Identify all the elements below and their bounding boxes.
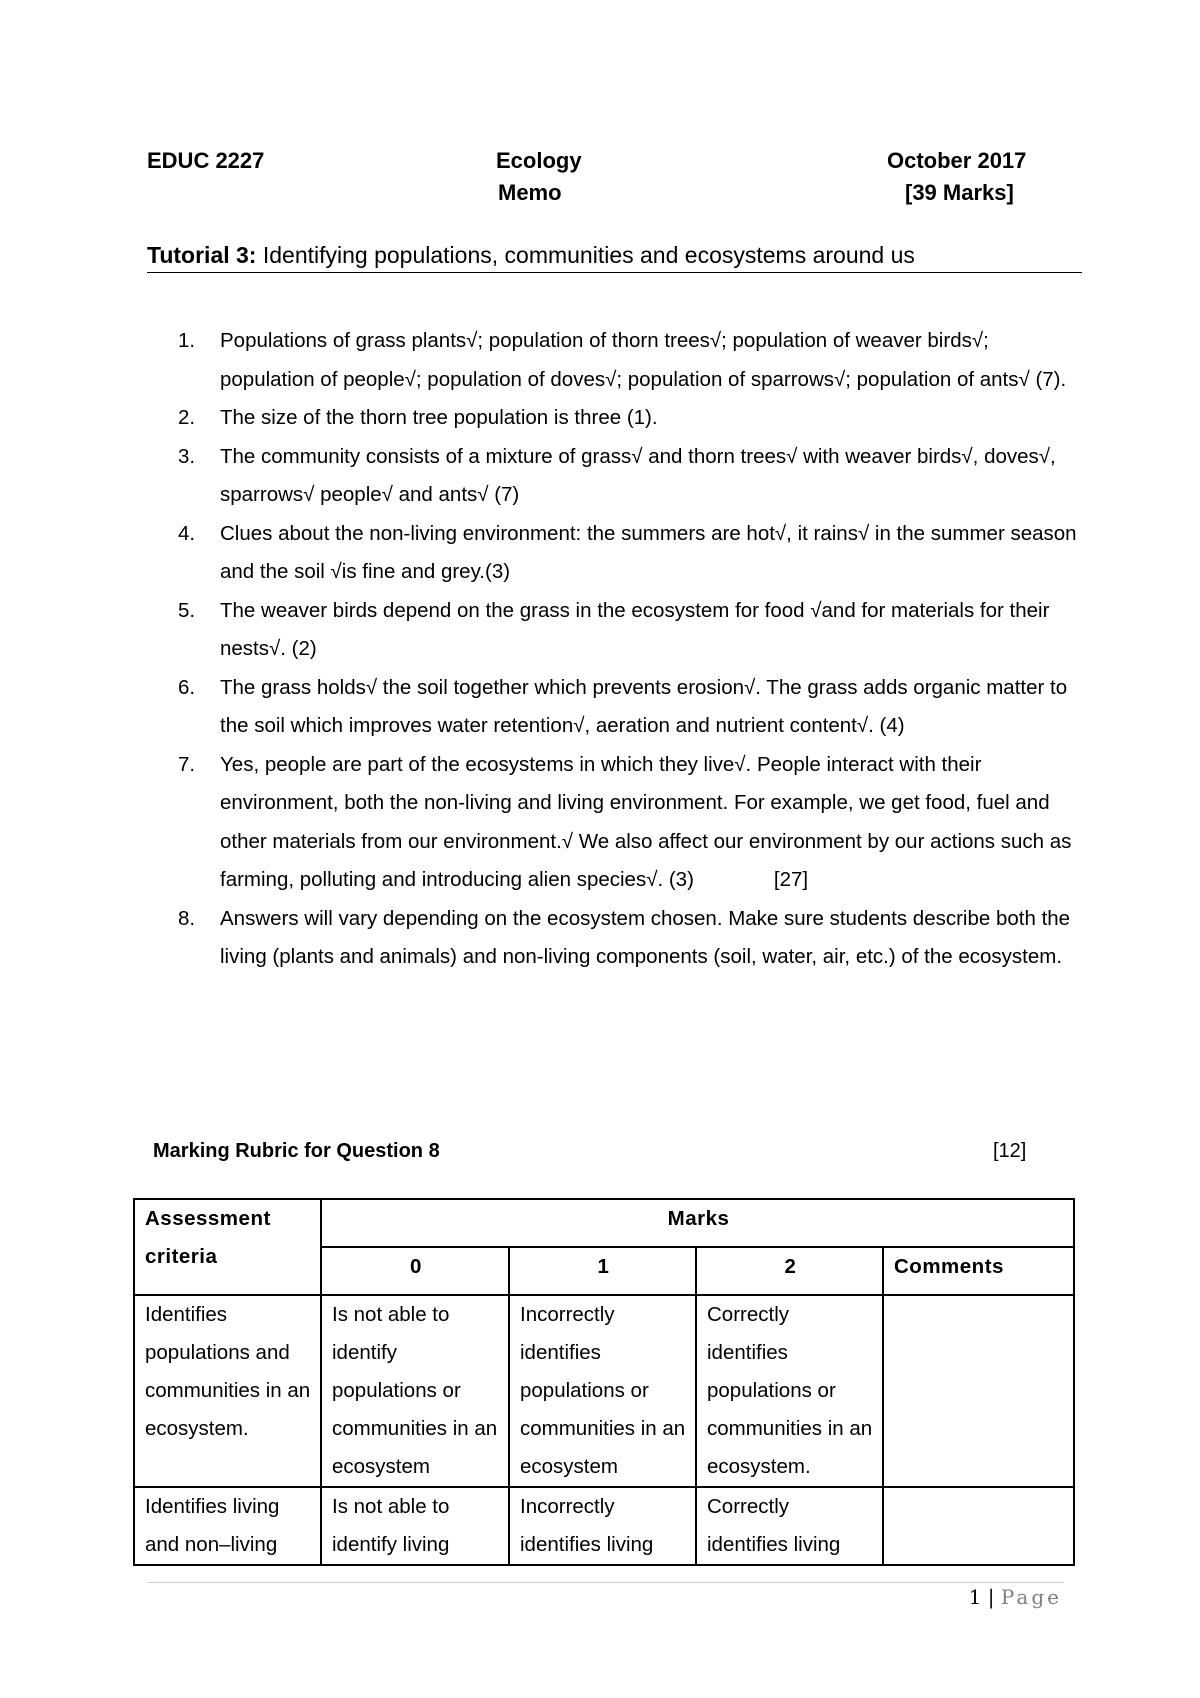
rubric-table <box>133 1198 1075 1566</box>
answer-item <box>178 399 1078 438</box>
mark-2-cell: Correctly identifies living <box>696 1487 883 1565</box>
answer-number: 4. <box>178 521 196 545</box>
answer-text: Answers will vary depending on the ecosystem chosen. Make sure students describe both the living (plants and animals) and non-living components (soil, water, air, etc.) of the ecosystem. <box>220 906 1071 968</box>
answer-number: 3. <box>178 444 196 468</box>
page-footer <box>969 1585 1062 1609</box>
page-number: 1 <box>968 1585 982 1609</box>
answer-text: Populations of grass plants√; population of thorn trees√; population of weaver birds√; population of people√; population of doves√; population of sparrows√; population of ants√ (7). <box>220 329 1067 391</box>
comments-cell <box>883 1295 1074 1487</box>
answer-item <box>178 669 1078 746</box>
subject-title: Ecology <box>496 148 582 173</box>
answer-item <box>178 322 1078 399</box>
answer-text: Yes, people are part of the ecosystems in which they live√. People interact with their environment, both the non-living and living environment. For example, we get food, fuel and other materials from our environment.√ We also affect our environment by our actions such as farming, polluting and introducing alien species√. (3) <box>220 752 1072 891</box>
criteria-cell: Identifies populations and communities in an ecosystem. <box>134 1295 321 1487</box>
criteria-cell: Identifies living and non–living <box>134 1487 321 1565</box>
date: October 2017 <box>887 148 1027 173</box>
answer-text: The grass holds√ the soil together which prevents erosion√. The grass adds organic matter to the soil which improves water retention√, aeration and nutrient content√. (4) <box>220 675 1068 737</box>
doc-type: Memo <box>498 180 562 205</box>
answer-item <box>178 900 1078 977</box>
answer-number: 6. <box>178 675 196 699</box>
answer-number: 1. <box>178 329 196 352</box>
course-code: EDUC 2227 <box>147 148 265 173</box>
answer-item <box>178 438 1078 515</box>
answer-text: The weaver birds depend on the grass in the ecosystem for food √and for materials for their nests√. (2) <box>220 598 1050 660</box>
answer-text: Clues about the non-living environment: the summers are hot√, it rains√ in the summer season and the soil √is fine and grey.(3) <box>220 521 1077 583</box>
header-criteria: Assessment criteria <box>134 1199 321 1295</box>
header-mark-2: 2 <box>696 1247 883 1295</box>
comments-cell <box>883 1487 1074 1565</box>
answer-text: The size of the thorn tree population is three (1). <box>220 406 658 429</box>
mark-1-cell: Incorrectly identifies living <box>509 1487 696 1565</box>
footer-separator: | <box>987 1585 995 1609</box>
mark-0-cell: Is not able to identify populations or communities in an ecosystem <box>321 1295 509 1487</box>
mark-0-cell: Is not able to identify living <box>321 1487 509 1565</box>
mark-1-cell: Incorrectly identifies populations or communities in an ecosystem <box>509 1295 696 1487</box>
header-mark-1: 1 <box>509 1247 696 1295</box>
answer-number: 8. <box>178 906 196 930</box>
subtotal-marks: [27] <box>773 868 809 891</box>
table-row <box>134 1487 1074 1565</box>
answer-number: 2. <box>178 406 196 429</box>
answer-item <box>178 746 1078 900</box>
answer-number: 7. <box>178 752 196 776</box>
page-label: Page <box>1000 1585 1062 1609</box>
answer-list <box>178 322 1078 977</box>
table-row <box>134 1295 1074 1487</box>
answer-item <box>178 592 1078 669</box>
rubric-total: [12] <box>993 1140 1027 1162</box>
header-comments: Comments <box>883 1247 1074 1295</box>
header-mark-0: 0 <box>321 1247 509 1295</box>
tutorial-label: Tutorial 3: <box>147 242 257 268</box>
answer-number: 5. <box>178 598 196 622</box>
footer-divider <box>147 1582 1064 1583</box>
header-marks: Marks <box>321 1199 1074 1247</box>
answer-item <box>178 515 1078 592</box>
total-marks: [39 Marks] <box>905 180 1014 205</box>
tutorial-title: Identifying populations, communities and ecosystems around us <box>262 242 915 268</box>
mark-2-cell: Correctly identifies populations or communities in an ecosystem. <box>696 1295 883 1487</box>
rubric-title: Marking Rubric for Question 8 <box>153 1140 440 1162</box>
answer-text: The community consists of a mixture of grass√ and thorn trees√ with weaver birds√, doves√, sparrows√ people√ and ants√ (7) <box>220 444 1056 506</box>
tutorial-heading <box>147 242 1082 273</box>
